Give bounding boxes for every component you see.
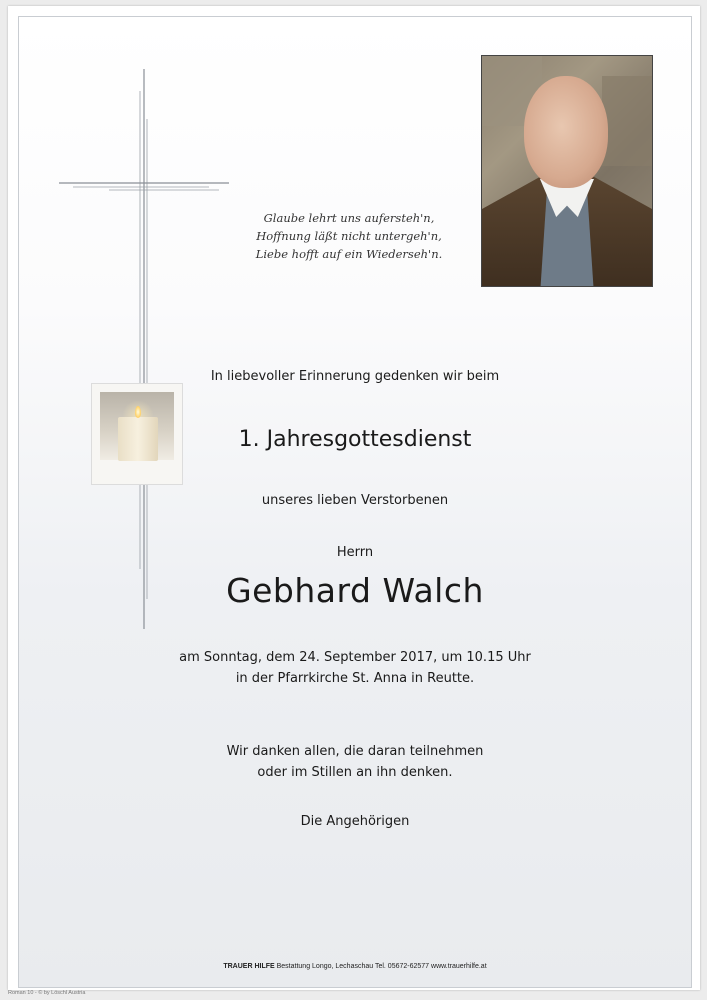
verse [219,209,479,263]
thanks-line-2: oder im Stillen an ihn denken. [257,765,453,780]
memorial-card [18,16,692,988]
portrait-photo [481,55,653,287]
print-note: Roman 10 - © by Löschl Austria [8,990,86,996]
family-signature: Die Angehörigen [300,814,410,829]
thanks-line-1: Wir danken allen, die daran teilnehmen [226,744,484,759]
deceased-name: Gebhard Walch [226,571,484,610]
footer-brand: TRAUER HILFE [223,963,275,970]
salutation: Herrn [336,545,374,560]
service-title: 1. Jahresgottesdienst [238,427,472,452]
verse-line-3: Liebe hofft auf ein Wiederseh'n. [255,247,443,261]
date-line: am Sonntag, dem 24. September 2017, um 10.15 Uhr [179,650,531,665]
deceased-label: unseres lieben Verstorbenen [261,493,449,508]
place-line: in der Pfarrkirche St. Anna in Reutte. [235,671,475,686]
verse-line-2: Hoffnung läßt nicht untergeh'n, [256,229,442,243]
footer [19,963,691,970]
memorial-sheet [8,6,700,990]
intro-text: In liebevoller Erinnerung gedenken wir beim [210,369,500,384]
verse-line-1: Glaube lehrt uns aufersteh'n, [263,211,435,225]
footer-details: Bestattung Longo, Lechaschau Tel. 05672-62577 www.trauerhilfe.at [276,963,487,970]
